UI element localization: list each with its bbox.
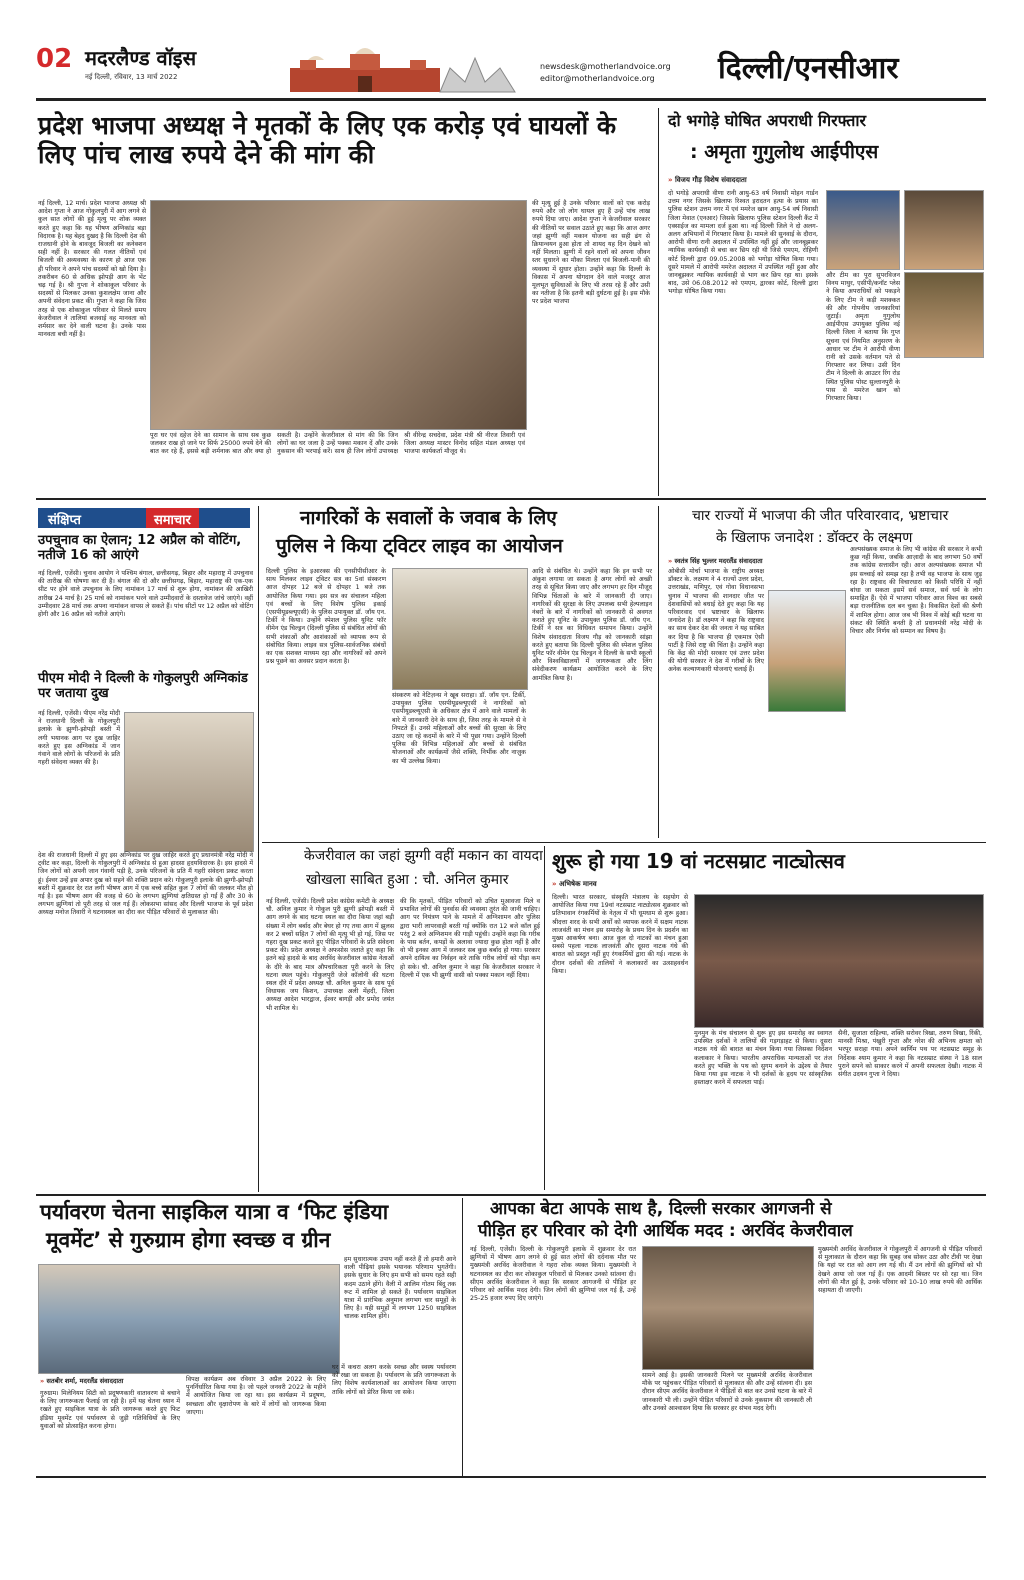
story2-col1: दो भगोड़े अपराधी वीणा रानी आयु-63 वर्ष निवासी मोहन गार्डन उत्तम नगर जिसके खिलाफ रिश्वत इरादतन हत्या के प्रयास का पुलिस स्टेशन उत्तम नगर में एवं ममरेज खान आयु-54 वर्ष निवासी जिला मेवात (एनआर) जिसके खिलाफ पुलिस स्टेशन दिल्ली कैंट में एक्साईज का मामला दर्ज हुआ था। नई दिल्ली जिले ने दो अलग-अलग अभियानों में गिरफ्तार किया है। मामले की सुनवाई के दौरान, आरोपी वीणा रानी अदालत में उपस्थित नहीं हुई और जानबूझकर न्यायिक कार्यवाही से बचा कर छिप रही थी जिसे एमएम, रोहिणी कोर्ट दिल्ली द्वारा 09.05.2008 को भगोड़ा घोषित किया गया। दूसरे मामले में आरोपी ममरेज अदालत में उपस्थित नहीं हुआ और जानबूझकर न्यायिक कार्यवाही से भाग कर छिप रहा था। इसके बाद, उसे 06.08.2012 को एमएम, द्वारका कोर्ट, दिल्ली द्वारा भगोड़ा घोषित किया गया। [668, 190, 818, 296]
police-officer-photo [392, 568, 528, 690]
story3-col3: आदि से संबंधित थे। उन्होंने कहा कि इन सभी पर अंकुश लगाया जा सकता है अगर लोगों को अच्छी तरह से सूचित किया जाए और लगभग हर दिन मौजूद विभिन्न चिंताओं के बारे में जानकारी दी जाए। नागरिकों की सुरक्षा के लिए उपलब्ध सभी हेल्पलाइन नंबरों के बारे में नागरिकों को जानकारी से अवगत कराते हुए यूनिट के उपायुक्त पुलिस डॉ. जॉय एन. टिर्की ने सत्र का विधिवत समापन किया। उन्होंने विशेष संवाददाता विजय गौड़ को जानकारी सांझा करते हुए बताया कि दिल्ली पुलिस की स्पेशल पुलिस यूनिट फॉर वीमेन एंड चिल्ड्रन ने दिल्ली के सभी स्कूलों और विश्वविद्यालयों में जागरूकता और लिंग संवेदीकरण कार्यक्रम आयोजित करने के लिए आमंत्रित किया है। [532, 568, 652, 682]
story1-headline: प्रदेश भाजपा अध्यक्ष ने मृतकों के लिए एक करोड़ एवं घायलों के लिए पांच लाख रुपये देने की मांग की [38, 111, 617, 169]
email-editor[interactable]: editor@motherlandvoice.org [540, 74, 655, 83]
divider-v4 [544, 846, 545, 1190]
story1-photo [150, 200, 527, 430]
divider-h1 [36, 498, 986, 500]
natyotsav-photo [694, 894, 984, 1028]
story4-headline-2: के खिलाफ जनादेश : डॉक्टर के लक्ष्मण [716, 530, 913, 546]
story5-col1: नई दिल्ली, एजेंसी। दिल्ली प्रदेश कांग्रेस कमेटी के अध्यक्ष चौ. अनिल कुमार ने गोकुल पुरी झुग्गी झोपड़ी बस्ती में आग लगने के बाद घटना स्थल का दौरा किया जहां बड़ी संख्या में लोग बर्बाद और बेघर हो गए तथा आग में झुलस कर 2 बच्चों सहित 7 लोगों की मृत्यु भी हो गई, जिस पर गहरा दुख प्रकट करते हुए पीड़ित परिवारों के प्रति संवेदना प्रकट की। प्रदेश अध्यक्ष ने अफसोस जताते हुए कहा कि इतने बड़े हादसे के बाद अरविंद केजरीवाल कांग्रेस नेताओं के दौरे के बाद मात्र औपचारिकता पूरी करने के लिए घटना स्थल पहुंचे। गोकुलपुरी जेजे कॉलोनी की घटना स्थल दौरे में प्रदेश अध्यक्ष चौ. अनिल कुमार के साथ पूर्व विधायक जय किशन, उपाध्यक्ष अली मेंहदी, जिला अध्यक्ष आदेश भारद्वाज, ईश्वर बागड़ी और प्रमोद जयंत भी शामिल थे। [266, 898, 394, 1012]
brief-label-2: समाचार [146, 508, 199, 528]
paper-name: मदरलैण्ड वॉइस [85, 46, 197, 70]
story2-col2-cont [826, 360, 982, 490]
brief-headline-2: पीएम मोदी ने दिल्ली के गोकुलपुरी अग्निकांड पर जताया दुख [38, 671, 248, 701]
divider-h2 [262, 842, 986, 843]
story7-headline-2: मूवमेंट’ से गुरुग्राम होगा स्वच्छ व ग्रीन [46, 1228, 331, 1252]
story6-headline: शुरू हो गया 19 वां नटसम्राट नाट्योत्सव [552, 849, 845, 873]
story5-headline-1: केजरीवाल का जहां झुग्गी वहीं मकान का वायदा [304, 848, 543, 864]
story6-col2: मुनमुन के मंच संचालन से शुरू हुए इस समारोह का स्वागत उपस्थित दर्शकों ने तालियों की गड़गड़ाहट से किया। दूसरा नाटक गधे की बारात का मंचन किया गया जिसका निर्देशन कलाकार ने किया। भारतीय अपराधिक मान्यताओं पर तंज करते हुए भक्ति के पथ को सुगम बनाने के उद्देश्य से तैयार किया गया इस नाटक ने भी दर्शकों के हृदय पर सांस्कृतिक हस्ताक्षर करने में सफलता पाई। [694, 1030, 832, 1087]
divider-v3 [658, 506, 659, 838]
kejriwal-visit-photo [642, 1246, 814, 1370]
divider-h3 [36, 1194, 986, 1196]
story2-headline-1: दो भगोड़े घोषित अपराधी गिरफ्तार [668, 111, 867, 130]
story4-byline: » स्वतंत्र सिंह भुल्लर मदरलैंड संवाददाता [668, 556, 763, 565]
brief-label-1: संक्षिप्त [48, 513, 81, 528]
story3-headline-2: पुलिस ने किया ट्विटर लाइव का आयोजन [276, 535, 563, 557]
story7-col1: गुरुग्राम। मिलेनियम सिटी को प्रदूषणकारी वातावरण से बचाने के लिए जागरूकता फैलाई जा रही है। हमें यह चेतना ध्यान में रखते हुए साइकिल यात्रा के प्रति जागरूक करते हुए फिट इंडिया मूवमेंट एवं पर्यावरण से जुड़ी गतिविधियों के लिए युवाओं को प्रोत्साहित करना होगा। [40, 1390, 180, 1430]
divider-v5 [462, 1198, 463, 1476]
page-number: 02 [36, 44, 73, 74]
story6-byline: » अभिषेक मानव [552, 880, 597, 889]
brief-text-2b: देश की राजधानी दिल्ली में हुए इस अग्निकांड पर दुख जाहिर करते हुए प्रधानमंत्री नरेंद्र मोदी ने ट्वीट कर कहा, दिल्ली के गोकुलपुरी में अग्निकांड से हुआ हादसा हृदयविदारक है। इस हादसे में जिन लोगों को अपनी जान गंवानी पड़ी है, उनके परिजनों के प्रति मैं गहरी संवेदना प्रकट करता हूं। ईश्वर उन्हें इस अपार दुख को सहने की शक्ति प्रदान करे। गोकुलपुरी इलाके की झुग्गी-झोपड़ी बस्ती में शुक्रवार देर रात लगी भीषण आग में एक बच्चे सहित कुल 7 लोगों की जलकर मौत हो गई है। इस भीषण आग की वजह से 60 के लगभग झुग्गियां क्षतिग्रस्त हो गईं हैं और 30 के लगभग झुग्गियां तो पूरी तरह से जल गई हैं। लोकसभा सांसद और दिल्ली भाजपा के पूर्व प्रदेश अध्यक्ष मनोज तिवारी ने घटनास्थल का दौरा कर पीड़ित परिवारों से मुलाकात की। [38, 852, 253, 917]
dateline: नई दिल्ली, रविवार, 13 मार्च 2022 [85, 73, 178, 81]
story7-col-top: हम सुधारात्मक उपाय नहीं करते हैं तो हमारी आने वाली पीढ़ियां इसके भयानक परिणाम भुगतेंगी। इसके सुधार के लिए हम सभी को समय रहते सही कदम उठाने होंगे। वैली में आलिम गोतम बिंदु तक रूट में शामिल हो सकते हैं। पर्यावरण साइकिल यात्रा में प्रारंभिक अनुमान लगभग चार समूहों के लिए है। यही समूहों में लगभग 1250 साइकिल चालक शामिल होंगे। [344, 1256, 456, 1321]
officer-photo-2 [904, 190, 984, 270]
story7-col3: घर में कचरा अलग करके स्वच्छ और स्वस्थ पर्यावरण को रखा जा सकता है। पर्यावरण के प्रति जागरूकता के लिए विशेष कार्यशालाओं का आयोजन किया जाएगा ताकि लोगों को प्रेरित किया जा सके। [332, 1364, 456, 1396]
masthead-rule [36, 98, 986, 101]
story8-col3: मुख्यमंत्री अरविंद केजरीवाल ने गोकुलपुरी में आगजनी से पीड़ित परिवारों से मुलाकात के दौरान कहा कि सुबह जब सोकर उठा और टीवी पर देखा कि यहां पर रात को आग लग गई थी। मैं उन लोगों की झुग्गियों को भी देखने आया जो जल गई हैं। एक आदमी बिस्तर पर सो रहा था। जिन लोगों की मौत हुई है, उनके परिवार को 10-10 लाख रुपये की आर्थिक सहायता दी जाएगी। [818, 1246, 982, 1295]
story3-headline-1: नागरिकों के सवालों के जवाब के लिए [300, 507, 557, 529]
story7-byline: » सतबीर शर्मा, मदरलैंड संवाददाता [40, 1376, 123, 1385]
pm-photo [124, 712, 254, 852]
divider-v2 [258, 506, 259, 1192]
story6-col1: दिल्ली। भारत सरकार, संस्कृति मंत्रालय के सहयोग से आयोजित किया गया 19वां नटसम्राट नाट्योत्सव शुक्रवार को प्रतिभावान रंगकर्मियों के नेतृत्व में भी धूमधाम से शुरू हुआ। श्रीदत्ता शरद के सभी अर्थों को व्यापक करने में सक्षम नाटक लाजवंती का मंचन इस समारोह के प्रथम दिन के प्रदर्शन का मुख्य आकर्षण बना। आज कुल दो नाटकों का मंचन हुआ सबसे पहला नाटक लाजवंती और दूसरा नाटक गंधे की बारात को प्रस्तुत नहीं हुए रंगकर्मियों द्वारा की गई। नाटक के दौरान दर्शकों की तालियों ने कलाकारों का उत्साहवर्धन किया। [552, 894, 688, 975]
story7-headline-1: पर्यावरण चेतना साइकिल यात्रा व ‘फिट इंडिया [40, 1200, 389, 1224]
story4-col1: ओबीसी मोर्चा भाजपा के राष्ट्रीय अध्यक्ष डॉक्टर के. लक्ष्मण ने 4 राज्यों उत्तर प्रदेश, उत्तराखंड, मणिपुर, एवं गोवा विधानसभा चुनाव में भाजपा की शानदार जीत पर देशवासियों को बधाई देते हुए कहा कि यह परिवारवाद एवं भ्रष्टाचार के खिलाफ जनादेश है। डॉ लक्ष्मण ने कहा कि राष्ट्रवाद का साथ देकर देश की जनता ने यह साबित कर दिया है कि भाजपा ही एकमात्र ऐसी पार्टी है जिसे राष्ट्र की चिंता है। उन्होंने कहा कि केंद्र की मोदी सरकार एवं उत्तर प्रदेश की योगी सरकार ने देश में गरीबों के लिए अनेक कल्याणकारी योजनाएं चलाई हैं। [668, 568, 764, 674]
story5-col2: की कि मृतकों, पीड़ित परिवारों को उचित मुआवजा मिले व प्रभावित लोगों की पुनर्वास की व्यवस्था तुरंत की जानी चाहिए। आग पर नियंत्रण पाने के मामले में अग्निशामन और पुलिस द्वारा भारी लापरवाही बरती गई क्योंकि रात 12 बजे कॉल हुई परंतु 2 बजे अग्निशमन की गाड़ी पहुंची। उन्होंने कहा कि गरीब के पास बर्तन, कपड़ों के अलावा ज्यादा कुछ होता नहीं है और वो भी इनका आग में जलकर सब कुछ बर्बाद हो गया। सरकार अपने दायित्व का निर्वहन करे ताकि गरीब लोगों को पीड़ा कम हो सके। चौ. अनिल कुमार ने कहा कि केजरीवाल सरकार ने दिल्ली में एक भी झुग्गी वासी को पक्का मकान नहीं दिया। [400, 898, 540, 979]
story8-headline-1: आपका बेटा आपके साथ है, दिल्ली सरकार आगजनी से [490, 1199, 832, 1219]
story8-col1: नई दिल्ली, एजेंसी। दिल्ली के गोकुलपुरी इलाके में शुक्रवार देर रात झुग्गियों में भीषण आग लगने से हुई सात लोगों की दर्दनाक मौत पर मुख्यमंत्री अरविंद केजरीवाल ने गहरा शोक व्यक्त किया। मुख्यमंत्री ने घटनास्थल का दौरा कर शोकाकुल परिवारों से मिलकर उनको सांत्वना दी। सीएम अरविंद केजरीवाल ने कहा कि सरकार आगजनी से पीड़ित हर परिवार को आर्थिक मदद देगी। जिन लोगों की झुग्गियां जल गई हैं, उन्हें 25-25 हजार रुपए दिए जाएंगे। [470, 1246, 636, 1303]
officer-photo-3 [904, 272, 984, 358]
masthead [0, 0, 1024, 98]
story4-headline-1: चार राज्यों में भाजपा की जीत परिवारवाद, भ्रष्टाचार [692, 508, 949, 524]
story8-col2: सामने आई है। इसकी जानकारी मिलने पर मुख्यमंत्री अरविंद केजरीवाल मौके पर पहुंचकर पीड़ित परिवारों से मुलाकात की और उन्हें सांत्वना दी। इस दौरान सीएम अरविंद केजरीवाल ने पीड़ितों से बात कर उनसे घटना के बारे में जानकारी भी ली। उन्होंने पीड़ित परिवारों से उनके नुकसान की जानकारी ली और उनको आश्वासन दिया कि सरकार हर संभव मदद देगी। [642, 1372, 812, 1412]
brief-text-2a: नई दिल्ली, एजेंसी। पीएम नरेंद्र मोदी ने राजधानी दिल्ली के गोकुलपुरी इलाके के झुग्गी-झोपड़ी बस्ती में लगी भयानक आग पर दुख जाहिर करते हुए इस अग्निकांड में जान गंवाने वाले लोगों के परिजनों के प्रति गहरी संवेदना व्यक्त की है। [38, 710, 120, 767]
story1-col4: की मृत्यु हुई है उनके परिवार वालों को एक करोड़ रुपये और जो लोग घायल हुए हैं उन्हें पांच लाख रुपये दिया जाए। आदेश गुप्ता ने केजरीवाल सरकार की नीतियों पर सवाल उठाते हुए कहा कि आज अगर जहां झुग्गी वहीं मकान योजना का सही ढंग से क्रियान्वयन हुआ होता तो शायद यह दिन देखने को नहीं मिलता। झुग्गी में रहने वालों को अपना जीवन स्तर सुधारने का मौका मिलता एवं बिजली-पानी की व्यवस्था में सुधार होता। उन्होंने कहा कि दिल्ली के विकास में अपना योगदान देने वाले मजदूर आज मूलभूत सुविधाओं के लिए भी तरस रहे हैं और उसी का नतीजा है कि इतनी बड़ी दुर्घटना हुई है। इस मौके पर प्रदेश भाजपा [532, 200, 650, 306]
story2-byline: » विजय गौड़ विशेष संवाददाता [668, 176, 747, 185]
story7-col2: विपक्ष कार्यक्रम अब रविवार 3 अप्रैल 2022 के लिए पुनर्निर्धारित किया गया है। जो पहले जनवरी 2022 के महीने में आयोजित किया जा रहा था। इस कार्यक्रम में प्रदूषण, स्वच्छता और वृक्षारोपण के बारे में लोगों को जागरूक किया जाएगा। [186, 1376, 326, 1416]
monuments-logo [290, 38, 520, 94]
story1-col1: नई दिल्ली, 12 मार्च। प्रदेश भाजपा अध्यक्ष श्री आदेश गुप्ता ने आज गोकुलपुरी में आग लगने से कुल सात लोगों की हुई मृत्यु पर शोक व्यक्त करते हुए कहा कि यह भीषण अग्निकांड बड़ा विदारक है। यह बेहद दुखद है कि दिल्ली देश की राजधानी होने के बावजूद बिजली का कनेक्शन सही नहीं है। सरकार की गलत नीतियों एवं बिजली की अव्यवस्था के कारण हो आज एक ही परिवार ने अपने पांच सदस्यों को खो दिया है। तकरीबन 60 से अधिक झोपड़ी आग के भेंट चढ़ गई है। श्री गुप्ता ने शोकाकुल परिवार के सदस्यों से मिलकर उनका कुशलक्षेम जाना और अपनी संवेदना प्रकट की। गुप्ता ने कहा कि जिस तरह से एक शोकाकुल परिवार से मिलते समय केजरीवाल ने तालियां बजवाई वह मानवता को शर्मसार कर देने वाली घटना है। उनके पास मानवता बची नहीं है। [38, 200, 146, 339]
story3-col2: संस्करण को नेटिज़न्स ने खूब सराहा। डॉ. जॉय एन. टिर्की, उपायुक्त पुलिस एसपीयूडब्ल्यूएसी ने नागरिकों को एसपीयूडब्ल्यूएसी के अधिकार क्षेत्र में आने वाले मामलों के बारे में जानकारी देने के साथ ही, जिस तरह के मामले से वे निपटते हैं। उनसे महिलाओं और बच्चों की सुरक्षा के लिए उठाए जा रहे कदमों के बारे में भी पूछा गया। उन्होंने दिल्ली पुलिस की विभिन्न महिलाओं और बच्चों से संबंधित योजनाओं और कार्यक्रमों जैसे शक्ति, निर्भीक और नाज़ुक का भी उल्लेख किया। [392, 692, 526, 765]
divider-v1 [658, 108, 659, 496]
story1-bottom: पूरा घर एवं दहेज देने का सामान के साथ सब कुछ जलकर राख हो जाने पर सिर्फ 25000 रुपये देने की बात कर रहे हैं, इससे बड़ी शर्मनाक बात और क्या हो सकती है। उन्होंने केजरीवाल से मांग की कि जिन लोगों का घर जला है उन्हें पक्का मकान दें और उनके नुकसान की भरपाई करें। साथ ही जिन लोगों उपाध्यक्ष श्री वीरेन्द्र सचदेवा, प्रदेश मंत्री श्री नीरज तिवारी एवं जिला अध्यक्ष मास्टर विनोद सहित मंडल अध्यक्ष एवं भाजपा कार्यकर्ता मौजूद थे। [150, 432, 525, 456]
brief-headline-1: उपचुनाव का ऐलान; 12 अप्रैल को वोटिंग, नतीजे 16 को आएंगे [38, 533, 242, 563]
laxman-photo [768, 590, 846, 712]
story2-headline-2: : अमृता गुगुलोथ आईपीएस [690, 141, 879, 163]
story8-headline-2: पीड़ित हर परिवार को देगी आर्थिक मदद : अरविंद केजरीवाल [478, 1221, 853, 1241]
story6-col3: सैनी, सुजाता राहिल्या, शक्ति सरोवर त्रिखा, तरुण त्रिखा, रिंकी, मानसी मिश्रा, पंखुरी गुप्ता और नरेश की अभिनय क्षमता को भरपूर सराहा गया। अपने स्वर्णिम पथ पर नटसम्राट समूह के निर्देशक श्याम कुमार ने कहा कि नटसम्राट संस्था ने 18 साल पुराने सपने को साकार करने में अपनी सफलता देखी। नाटक में संगीत उदयन गुप्ता ने दिया। [838, 1030, 982, 1079]
officer-photo-1 [826, 190, 900, 270]
brief-text-1: नई दिल्ली, एजेंसी। चुनाव आयोग ने पश्चिम बंगाल, छत्तीसगढ़, बिहार और महाराष्ट्र में उपचुनाव की तारीख की घोषणा कर दी है। बंगाल की दो और छत्तीसगढ़, बिहार, महाराष्ट्र की एक-एक सीट पर होने वाले उपचुनाव के लिए नामांकन 17 मार्च से शुरू होगा, नामांकन की आखिरी तारीख 24 मार्च है। 25 मार्च को नामांकन भरने वाले उम्मीदवारों के दस्तावेज जांचे जाएंगे। वहीं उम्मीदवार 28 मार्च तक अपना नामांकन वापस ले सकते हैं। पांच सीटों पर 12 अप्रैल को वोटिंग होगी और 16 अप्रैल को नतीजे आएंगे। [38, 570, 253, 619]
email-newsdesk[interactable]: newsdesk@motherlandvoice.org [540, 62, 671, 71]
footer-rule [36, 1476, 986, 1478]
story3-col1: दिल्ली पुलिस के इआरक्स की एनसीपीसीआर के साथ मिलकर लाइव ट्विटर सत्र का 5वां संस्करण आज दोपहर 12 बजे से दोपहर 1 बजे तक आयोजित किया गया। इस सत्र का संचालन महिला एवं बच्चों के लिए विशेष पुलिस इकाई (एसपीयूडब्ल्यूएसी) के पुलिस उपायुक्त डॉ. जॉय एन. टिर्की ने किया। उन्होंने स्पेशल पुलिस यूनिट फॉर वीमेन एंड चिल्ड्रन (दिल्ली पुलिस से संबंधित लोगों की सभी शंकाओं और आशंकाओं को व्यापक रूप से संबोधित किया। लाइव सत्र पुलिस-सार्वजनिक संबंधों का एक सशक्त माध्यम रहा और नागरिकों को अपने प्रश्न पूछने का अवसर प्रदान करता है। [266, 568, 386, 666]
section-title: दिल्ली/एनसीआर [718, 51, 899, 86]
brief-label [38, 508, 250, 528]
story5-headline-2: खोखला साबित हुआ : चौ. अनिल कुमार [306, 872, 509, 888]
story2-col2: और टीम का पूरा सुपरविजन विनय माथुर, एसीपी/कनॉट प्लेस ने किया अपराधियों को पकड़ने के लिए टीम ने कड़ी मशक्कत की और गोपनीय जानकारियां जुटाईं। अमृता गुगुलोथ आईपीएस उपायुक्त पुलिस नई दिल्ली जिला ने बताया कि गुप्त सूचना एवं नियमित अनुसरण के आधार पर टीम ने आरोपी वीणा रानी को उसके वर्तमान पते से गिरफ्तार कर लिया। उसी दिन टीम ने दिल्ली के आउटर रिंग रोड स्थित पुलिस पोस्ट सुल्तानपुरी के पास से ममरेज खान को गिरफ्तार किया। [826, 272, 900, 403]
cycle-event-photo [38, 1264, 340, 1374]
story4-col2: अल्पसंख्यक समाज के लिए भी कांग्रेस की सरकार ने कभी कुछ नहीं किया, जबकि आज़ादी के बाद लगभग 50 वर्षों तक कांग्रेस सत्तासीन रही। आज अल्पसंख्यक समाज भी इस सच्चाई को समझ रहा है तभी वह भाजपा के साथ जुड़ रहा है। राष्ट्रवाद की विचारधारा को किसी परिधि में नहीं बांधा जा सकता इसमें सर्व समाज, सर्व धर्म के लोग समाहित हैं। ऐसे में भाजपा परिवार आज विश्व का सबसे बड़ा राजनीतिक दल बन चुका है। विकसित देशों की श्रेणी में शामिल होगा। आज जब भी विश्व में कोई बड़ी घटना या संकट की स्थिति बनती है तो प्रधानमंत्री नरेंद्र मोदी के विचार और निर्णय को सम्मान का विषय है। [850, 546, 982, 636]
